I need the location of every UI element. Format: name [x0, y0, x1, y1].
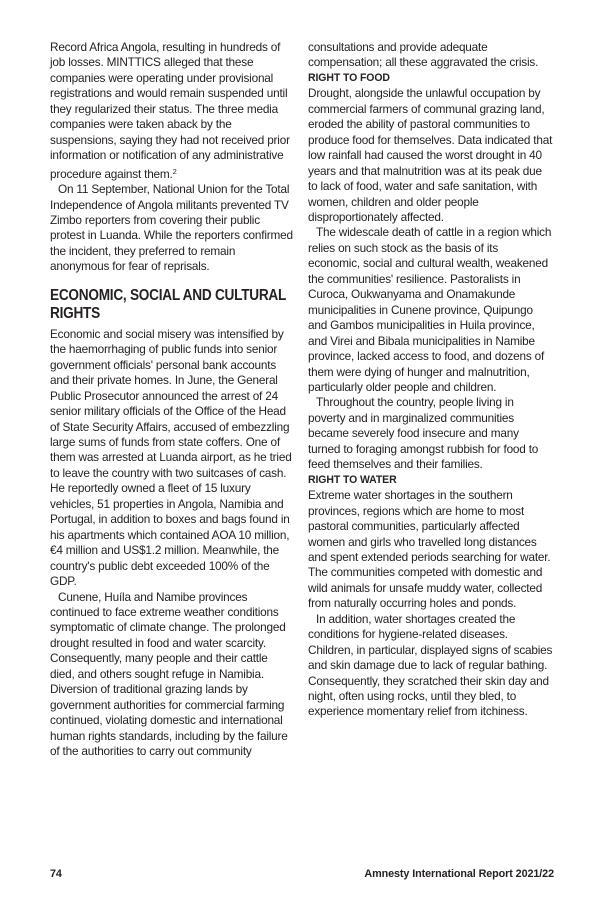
section-heading-escr: ECONOMIC, SOCIAL AND CULTURAL RIGHTS — [50, 286, 286, 323]
paragraph-text: Record Africa Angola, resulting in hundreds of job losses. MINTTICS alleged that these companies were operating under provisional registrations and would remain suspended until they regularized their status. The three media companies were taken aback by the suspensions, saying they had not received prior information or notification of any administrative procedure against them. — [50, 40, 290, 181]
paragraph-cattle-death: The widescale death of cattle in a region which relies on such stock as the basis of its economic, social and cultural wealth, weakened the communities' resilience. Pastoralists in Curoca, Oukwanyama and Onamakunde municipalities in Cunene province, Quipungo and Gambos municipalities in Huila province, and Virei and Bibala municipalities in Namibe province, lacked access to food, and dozens of them were dying of hunger and malnutrition, particularly older people and children. — [308, 225, 552, 394]
paragraph-drought-food: Drought, alongside the unlawful occupation by commercial farmers of communal grazing land, eroded the ability of pastoral communities to produce food for themselves. Data indicated that low rainfall had caused the worst drought in 40 years and that malnutrition was at its peak due to lack of food, water and safe sanitation, with women, children and older people disproportionately affected. — [308, 86, 553, 224]
paragraph-water-shortages: Extreme water shortages in the southern provinces, regions which are home to most pastoral communities, particularly affected women and girls who travelled long distances and spent extended periods searching for water. The communities competed with domestic and wild animals for unsafe muddy water, collected from naturally occurring holes and ponds. — [308, 488, 551, 611]
column-left — [50, 40, 295, 759]
page-number: 74 — [50, 868, 62, 880]
page-footer — [50, 868, 554, 880]
page-content — [50, 40, 554, 759]
subheading-right-to-water: RIGHT TO WATER — [308, 473, 397, 486]
paragraph-media-suspensions — [50, 40, 295, 182]
footnote-ref: 2 — [172, 166, 177, 176]
report-title: Amnesty International Report 2021/22 — [364, 868, 554, 880]
subheading-right-to-food: RIGHT TO FOOD — [308, 71, 390, 84]
paragraph-climate-drought: Cunene, Huíla and Namibe provinces continued to face extreme weather conditions symptomatic of climate change. The prolonged drought resulted in food and water scarcity. Consequently, many people and their cattle died, and others sought refuge in Namibia. Diversion of traditional grazing lands by government authorities for commercial farming continued, violating domestic and international human rights standards, including by the failure of the authorities to carry out community — [50, 589, 288, 759]
paragraph-consultations: consultations and provide adequate compensation; all these aggravated the crisis. — [308, 40, 539, 70]
column-right — [308, 40, 553, 759]
paragraph-hygiene-diseases: In addition, water shortages created the conditions for hygiene-related diseases. Children, in particular, displayed signs of scabies and skin damage due to lack of regular bathing. Consequently, they scratched their skin day and night, often using rocks, until they bled, to experience momentary relief from itchiness. — [308, 611, 553, 719]
paragraph-economic-misery: Economic and social misery was intensified by the haemorrhaging of public funds into senior government officials' personal bank accounts and their private homes. In June, the General Public Prosecutor announced the arrest of 24 senior military officials of the Office of the Head of State Security Affairs, accused of embezzling large sums of funds from state coffers. One of them was arrested at Luanda airport, as he tried to leave the country with two suitcases of cash. He reportedly owned a fleet of 15 luxury vehicles, 51 properties in Angola, Namibia and Portugal, in addition to boxes and bags found in his apartments which contained AOA 10 million, €4 million and US$1.2 million. Meanwhile, the country's public debt exceeded 100% of the GDP. — [50, 326, 292, 589]
paragraph-food-insecurity: Throughout the country, people living in poverty and in marginalized communities became severely food insecure and many turned to foraging amongst rubbish for food to feed themselves and their families. — [308, 395, 539, 472]
paragraph-unita-protest: On 11 September, National Union for the Total Independence of Angola militants prevented TV Zimbo reporters from covering their public protest in Luanda. While the reporters confirmed the incident, they preferred to remain anonymous for fear of reprisals. — [50, 182, 293, 274]
